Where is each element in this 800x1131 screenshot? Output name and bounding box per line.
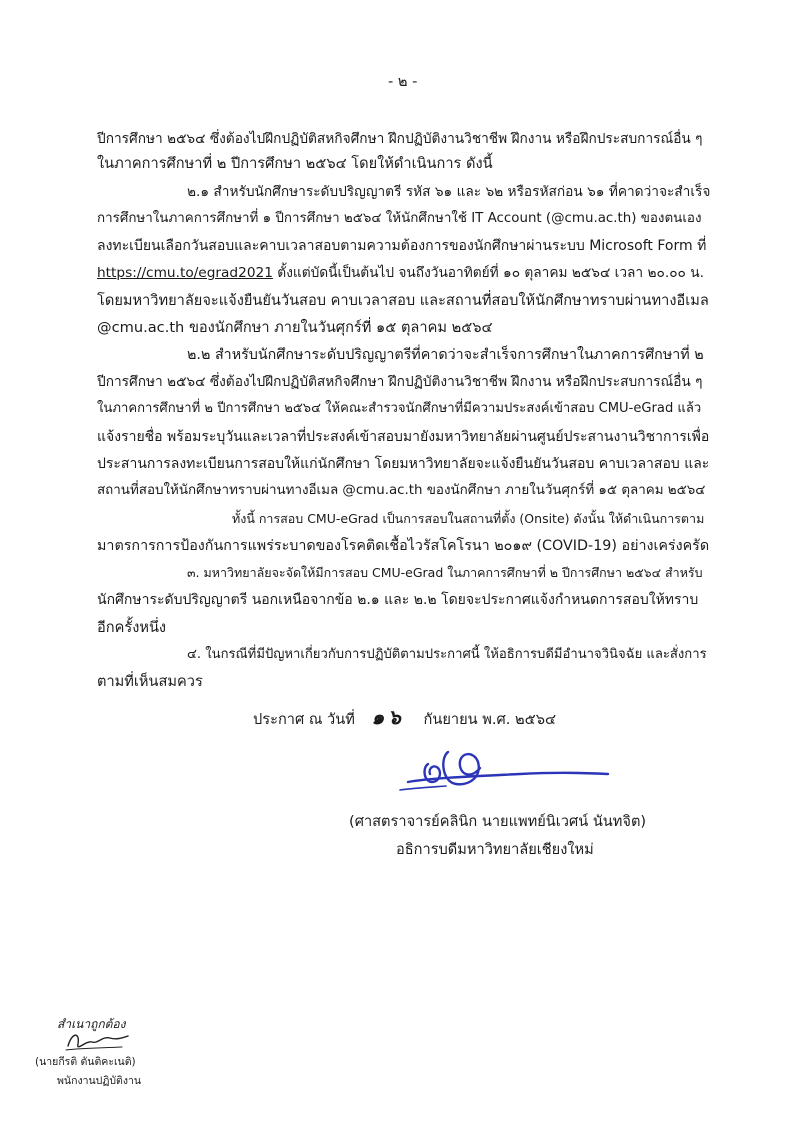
item-4-line-1: ๔. ในกรณีที่มีปัญหาเกี่ยวกับการปฏิบัติตามประกาศนี้ ให้อธิการบดีมีอำนาจวินิจฉัย และสั่งการ [187,647,707,662]
item-2-2-line-4: แจ้งรายชื่อ พร้อมระบุวันและเวลาที่ประสงค์เข้าสอบมายังมหาวิทยาลัยผ่านศูนย์ประสานงานวิชาการเพื่อ [97,429,710,445]
intro-line-1: ปีการศึกษา ๒๕๖๔ ซึ่งต้องไปฝึกปฏิบัติสหกิจศึกษา ฝึกปฏิบัติงานวิชาชีพ ฝึกงาน หรือฝึกประสบการณ์อื่น ๆ [97,131,703,147]
signatory-position: อธิการบดีมหาวิทยาลัยเชียงใหม่ [396,841,594,858]
announcement-day: ๑๖ [371,705,405,729]
item-2-1-line-4-rest: ตั้งแต่บัดนี้เป็นต้นไป จนถึงวันอาทิตย์ที่ ๑๐ ตุลาคม ๒๕๖๔ เวลา ๒๐.๐๐ น. [272,265,704,281]
onsite-note-line-1: ทั้งนี้ การสอบ CMU-eGrad เป็นการสอบในสถานที่ตั้ง (Onsite) ดังนั้น ให้ดำเนินการตาม [232,511,705,526]
item-3-line-2: นักศึกษาระดับปริญญาตรี นอกเหนือจากข้อ ๒.๑ และ ๒.๒ โดยจะประกาศแจ้งกำหนดการสอบให้ทราบ [97,592,699,608]
item-2-2-line-2: ปีการศึกษา ๒๕๖๔ ซึ่งต้องไปฝึกปฏิบัติสหกิจศึกษา ฝึกปฏิบัติงานวิชาชีพ ฝึกงาน หรือฝึกประสบการณ์อื่น ๆ [97,374,703,390]
announcement-line [253,707,556,730]
item-2-1-line-3: ลงทะเบียนเลือกวันสอบและคาบเวลาสอบตามความต้องการของนักศึกษาผ่านระบบ Microsoft Form ที่ [97,238,707,254]
announcement-suffix: กันยายน พ.ศ. ๒๕๖๔ [423,711,557,728]
item-2-1-line-6: @cmu.ac.th ของนักศึกษา ภายในวันศุกร์ที่ ๑๕ ตุลาคม ๒๕๖๔ [97,319,493,336]
item-2-2-line-3: ในภาคการศึกษาที่ ๒ ปีการศึกษา ๒๕๖๔ ให้คณะสำรวจนักศึกษาที่มีความประสงค์เข้าสอบ CMU-eGrad แล้ว [97,401,702,416]
signatory-name: (ศาสตราจารย์คลินิก นายแพทย์นิเวศน์ นันทจิต) [349,813,647,830]
item-2-1-line-4 [97,263,704,283]
announcement-prefix: ประกาศ ณ วันที่ [253,711,355,728]
item-2-2-line-5: ประสานการลงทะเบียนการสอบให้แก่นักศึกษา โดยมหาวิทยาลัยจะแจ้งยืนยันวันสอบ คาบเวลาสอบ และ [97,456,710,472]
certification-stamp-text: สำเนาถูกต้อง [57,1017,126,1031]
item-4-line-2: ตามที่เห็นสมควร [97,673,203,690]
certifier-name: (นายกีรติ ตันติคะเนติ) [35,1056,136,1068]
egrad-registration-link[interactable]: https://cmu.to/egrad2021 [97,265,273,281]
item-3-line-1: ๓. มหาวิทยาลัยจะจัดให้มีการสอบ CMU-eGrad ในภาคการศึกษาที่ ๒ ปีการศึกษา ๒๕๖๔ สำหรับ [187,565,703,580]
item-2-1-line-2: การศึกษาในภาคการศึกษาที่ ๑ ปีการศึกษา ๒๕๖๔ ให้นักศึกษาใช้ IT Account (@cmu.ac.th) ของตนเอง [97,211,702,226]
intro-line-2: ในภาคการศึกษาที่ ๒ ปีการศึกษา ๒๕๖๔ โดยให้ดำเนินการ ดังนี้ [97,155,493,172]
item-2-1-line-1: ๒.๑ สำหรับนักศึกษาระดับปริญญาตรี รหัส ๖๑ และ ๖๒ หรือรหัสก่อน ๖๑ ที่คาดว่าจะสำเร็จ [187,184,711,200]
item-3-line-3: อีกครั้งหนึ่ง [97,619,167,636]
certifier-position: พนักงานปฏิบัติงาน [57,1075,142,1087]
president-signature-icon [370,738,615,808]
item-2-2-line-1: ๒.๒ สำหรับนักศึกษาระดับปริญญาตรีที่คาดว่าจะสำเร็จการศึกษาในภาคการศึกษาที่ ๒ [187,347,704,363]
item-2-1-line-5: โดยมหาวิทยาลัยจะแจ้งยืนยันวันสอบ คาบเวลาสอบ และสถานที่สอบให้นักศึกษาทราบผ่านทางอีเมล [97,292,709,309]
page-number: - ๒ - [388,73,418,90]
certifier-signature-icon [62,1028,132,1054]
onsite-note-line-2: มาตรการการป้องกันการแพร่ระบาดของโรคติดเชื้อไวรัสโคโรนา ๒๐๑๙ (COVID-19) อย่างเคร่งครัด [97,538,710,554]
item-2-2-line-6: สถานที่สอบให้นักศึกษาทราบผ่านทางอีเมล @cmu.ac.th ของนักศึกษา ภายในวันศุกร์ที่ ๑๕ ตุลาคม ๒๕๖๔ [97,483,706,498]
